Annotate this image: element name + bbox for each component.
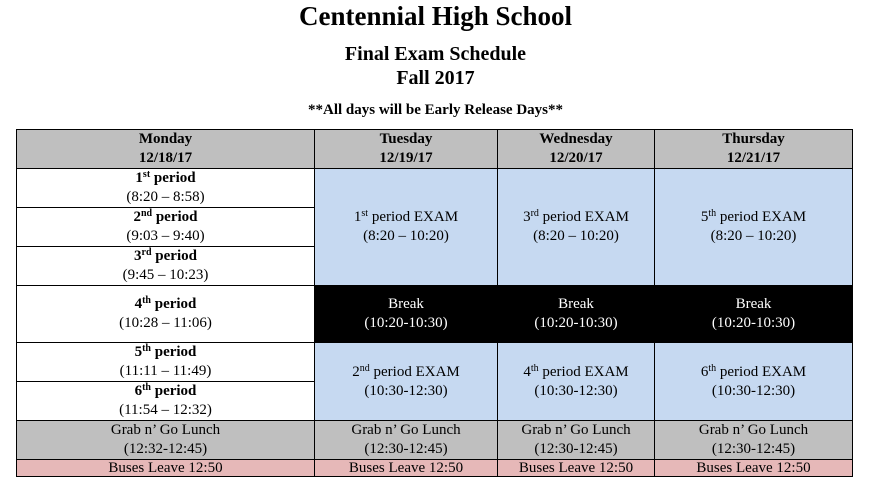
exam-schedule-table [16,129,853,477]
exam-time: (10:30-12:30) [534,382,618,399]
monday-lunch [17,421,315,460]
school-name: Centennial High School [298,1,573,31]
tuesday-buses: Buses Leave 12:50 [315,460,498,477]
monday-period-5 [17,343,315,382]
day-header-tuesday [315,130,498,169]
thursday-buses: Buses Leave 12:50 [655,460,853,477]
day-date: 12/19/17 [379,150,433,166]
day-date: 12/20/17 [549,150,603,166]
lunch-label: Grab n’ Go Lunch [698,422,809,438]
schedule-title: Final Exam Schedule [344,43,527,65]
wednesday-lunch [498,421,655,460]
day-date: 12/21/17 [726,150,781,166]
exam-label: 3rd period EXAM [523,208,629,225]
day-name: Wednesday [539,131,613,147]
period-label: 6th period [134,382,197,399]
thursday-lunch [655,421,853,460]
period-label: 4th period [134,295,197,312]
day-name: Monday [138,131,193,147]
day-header-row [17,130,853,169]
lunch-label: Grab n’ Go Lunch [521,422,631,438]
tuesday-afternoon-exam [315,343,498,421]
period-label: 2nd period [133,208,198,225]
day-header-wednesday [498,130,655,169]
period-label: 1st period [135,169,196,186]
buses-row [17,460,853,477]
exam-label: 5th period EXAM [700,208,807,225]
wednesday-morning-exam [498,169,655,286]
period-time: (11:11 – 11:49) [119,363,212,379]
lunch-row [17,421,853,460]
lunch-time: (12:30-12:45) [711,441,796,457]
exam-time: (10:30-12:30) [364,382,448,399]
monday-period-4 [17,286,315,343]
exam-label: 6th period EXAM [700,362,807,380]
exam-time: (8:20 – 10:20) [363,228,449,244]
period-time: (9:45 – 10:23) [122,267,209,283]
exam-label: 4th period EXAM [523,362,629,380]
exam-time: (8:20 – 10:20) [533,228,619,244]
early-release-note: **All days will be Early Release Days** [308,102,563,118]
break-label: Break [388,296,424,312]
monday-period-1 [17,169,315,208]
lunch-label: Grab n’ Go Lunch [110,422,221,438]
break-label: Break [558,296,594,312]
wednesday-afternoon-exam [498,343,655,421]
day-header-monday [17,130,315,169]
lunch-time: (12:30-12:45) [364,441,448,457]
tuesday-lunch [315,421,498,460]
tuesday-morning-exam [315,169,498,286]
lunch-time: (12:30-12:45) [534,441,618,457]
thursday-break [655,286,853,343]
day-date: 12/18/17 [138,150,193,166]
thursday-afternoon-exam [655,343,853,421]
lunch-time: (12:32-12:45) [123,441,208,457]
thursday-morning-exam [655,169,853,286]
monday-buses: Buses Leave 12:50 [17,460,315,477]
exam-time: (8:20 – 10:20) [710,228,797,244]
wednesday-buses: Buses Leave 12:50 [498,460,655,477]
exam-label: 2nd period EXAM [352,362,460,380]
period-time: (10:28 – 11:06) [119,315,212,331]
period-label: 3rd period [134,247,197,264]
period-time: (11:54 – 12:32) [119,402,212,418]
wednesday-break [498,286,655,343]
day-name: Tuesday [379,131,433,147]
tuesday-break [315,286,498,343]
break-time: (10:20-10:30) [711,315,796,331]
monday-period-2 [17,208,315,247]
day-name: Thursday [722,131,785,147]
day-header-thursday [655,130,853,169]
period-label: 5th period [134,343,197,360]
period-time: (8:20 – 8:58) [126,189,205,205]
lunch-label: Grab n’ Go Lunch [351,422,461,438]
period-time: (9:03 – 9:40) [126,228,205,244]
monday-period-6 [17,382,315,421]
exam-label: 1st period EXAM [353,208,459,225]
break-time: (10:20-10:30) [364,315,448,331]
break-label: Break [735,296,772,312]
schedule-term: Fall 2017 [396,67,475,89]
monday-period-3 [17,247,315,286]
exam-time: (10:30-12:30) [711,382,796,399]
break-time: (10:20-10:30) [534,315,618,331]
